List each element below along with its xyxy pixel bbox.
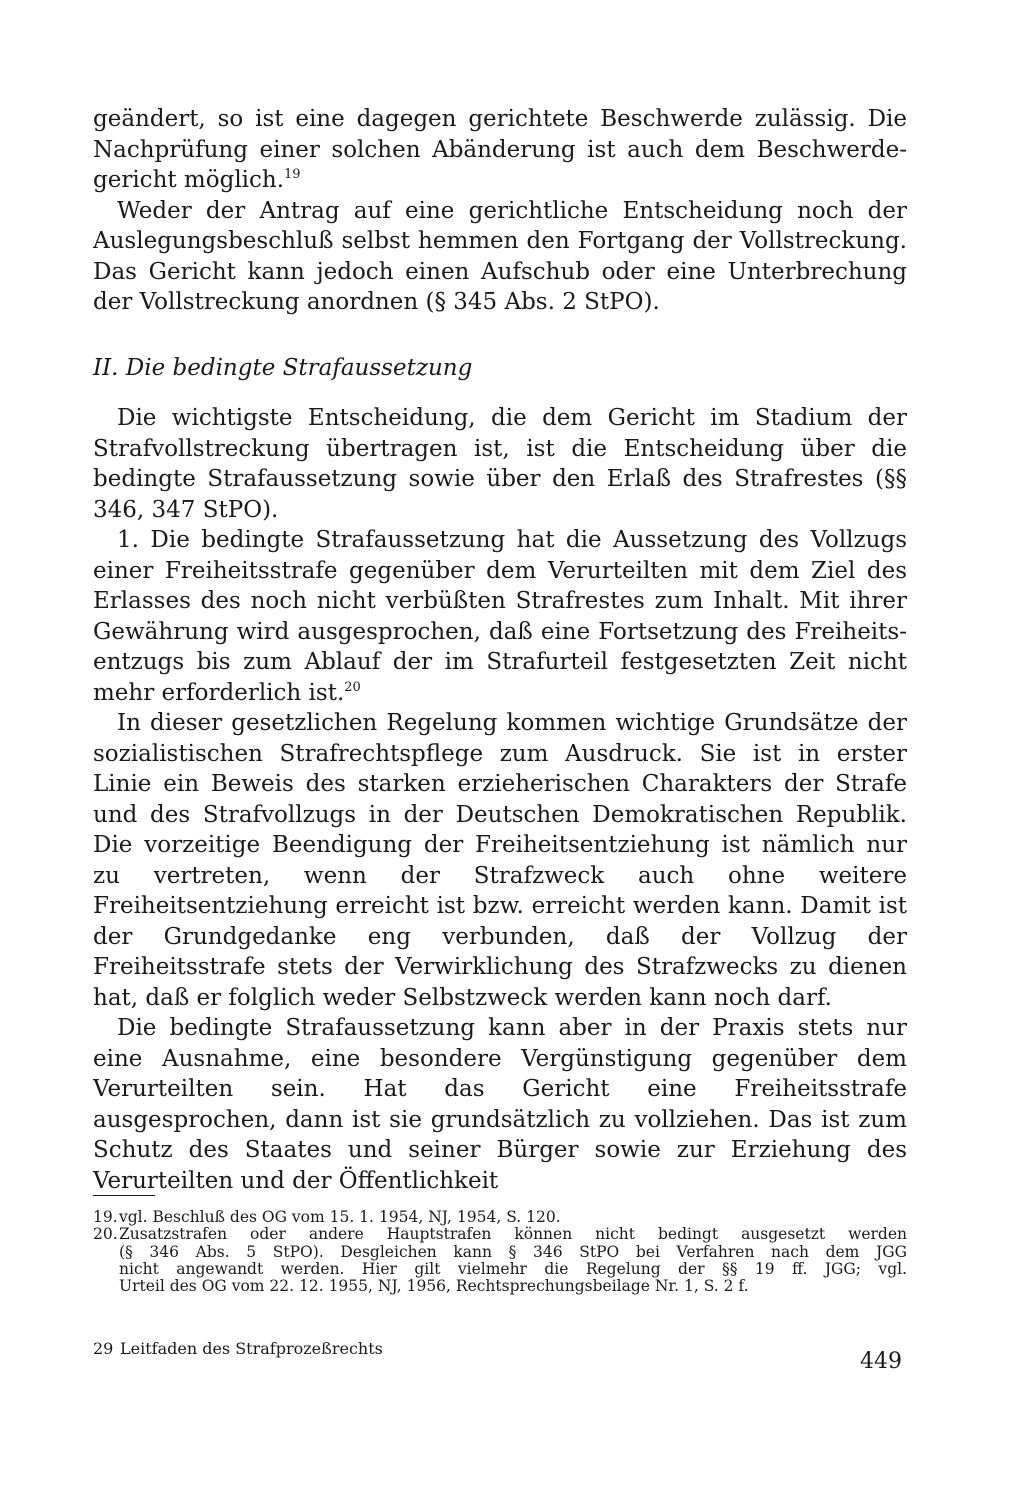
- footnotes: [93, 1209, 907, 1295]
- sheet-signature: 29: [93, 1339, 114, 1358]
- footnote-line: vgl. Beschluß des OG vom 15. 1. 1954, NJ, 1954, S. 120.: [119, 1208, 561, 1226]
- running-footer: [93, 1339, 383, 1358]
- footnote-19: [93, 1209, 907, 1226]
- body-text-top: [93, 104, 907, 318]
- footnote-number: 20.: [93, 1225, 118, 1244]
- footnote-line: Urteil des OG vom 22. 12. 1955, NJ, 1956, Rechtsprechungsbeilage Nr. 1, S. 2 f.: [119, 1277, 749, 1296]
- footnote-divider: [93, 1195, 155, 1196]
- book-title: Leitfaden des Strafprozeßrechts: [120, 1339, 383, 1358]
- paragraph: Die wichtigste Entscheidung, die dem Gericht im Stadium der Strafvollstreckung übertragen ist, ist die Entscheidung über die bedingte Strafaussetzung sowie über den Erlaß des Strafrestes (§§ 346, 347 StPO).: [93, 405, 907, 523]
- paragraph: In dieser gesetzlichen Regelung kommen wichtige Grundsätze der sozialistischen Strafrechtspflege zum Ausdruck. Sie ist in erster Linie ein Beweis des starken erzieherischen Charakters der Strafe und des Strafvollzugs in der Deutschen Demokratischen Republik. Die vorzeitige Beendigung der Freiheitsentziehung ist nämlich nur zu vertreten, wenn der Strafzweck auch ohne weitere Freiheitsentziehung erreicht ist bzw. erreicht werden kann. Damit ist der Grundgedanke eng verbunden, daß der Vollzug der Freiheitsstrafe stets der Verwirklichung des Strafzwecks zu dienen hat, daß er folglich weder Selbstzweck werden kann noch darf.: [93, 710, 907, 1011]
- footnote-ref-20: 20: [344, 679, 361, 695]
- footnote-line: nicht angewandt werden. Hier gilt vielmehr die Regelung der §§ 19 ff. JGG; vgl.: [119, 1259, 907, 1278]
- paragraph: Die bedingte Strafaussetzung kann aber in der Praxis stets nur eine Ausnahme, eine besondere Vergünstigung gegenüber dem Verurteilten sein. Hat das Gericht eine Freiheitsstrafe ausgesprochen, dann ist sie grundsätzlich zu vollziehen. Das ist zum Schutz des Staates und seiner Bürger sowie zur Erziehung des Verurteilten und der Öffentlichkeit: [93, 1015, 907, 1194]
- paragraph: Weder der Antrag auf eine gerichtliche Entscheidung noch der Auslegungsbeschluß selbst hemmen den Fortgang der Vollstreckung. Das Gericht kann jedoch einen Aufschub oder eine Unterbrechung der Vollstreckung anordnen (§ 345 Abs. 2 StPO).: [93, 197, 907, 315]
- page-number: 449: [860, 1349, 902, 1374]
- paragraph: [93, 104, 907, 196]
- footnote-ref-19: 19: [284, 167, 301, 182]
- paragraph-text: geändert, so ist eine dagegen gerichtete Beschwerde zulässig. Die Nachprüfung einer solchen Abänderung ist auch dem Beschwerdegericht möglich.: [93, 106, 907, 193]
- body-text-bottom: [93, 403, 907, 1196]
- footnote-line: (§ 346 Abs. 5 StPO). Desgleichen kann § 346 StPO bei Verfahren nach dem JGG: [119, 1242, 907, 1261]
- footnote-line: Zusatzstrafen oder andere Hauptstrafen können nicht bedingt ausgesetzt werden: [119, 1225, 907, 1244]
- section-heading: II. Die bedingte Strafaussetzung: [93, 355, 473, 381]
- footnote-text: [119, 1209, 907, 1226]
- footnote-20: [93, 1226, 907, 1295]
- footnote-text: [119, 1226, 907, 1295]
- paragraph: [93, 525, 907, 708]
- footnote-number: 19.: [93, 1208, 118, 1226]
- paragraph-text: 1. Die bedingte Strafaussetzung hat die Aussetzung des Vollzugs einer Freiheitsstrafe gegenüber dem Verurteilten mit dem Ziel des Erlasses des noch nicht verbüßten Strafrestes zum Inhalt. Mit ihrer Gewährung wird ausgesprochen, daß eine Fortsetzung des Freiheitsentzugs bis zum Ablauf der im Strafurteil festgesetzten Zeit nicht mehr erforderlich ist.: [93, 527, 907, 706]
